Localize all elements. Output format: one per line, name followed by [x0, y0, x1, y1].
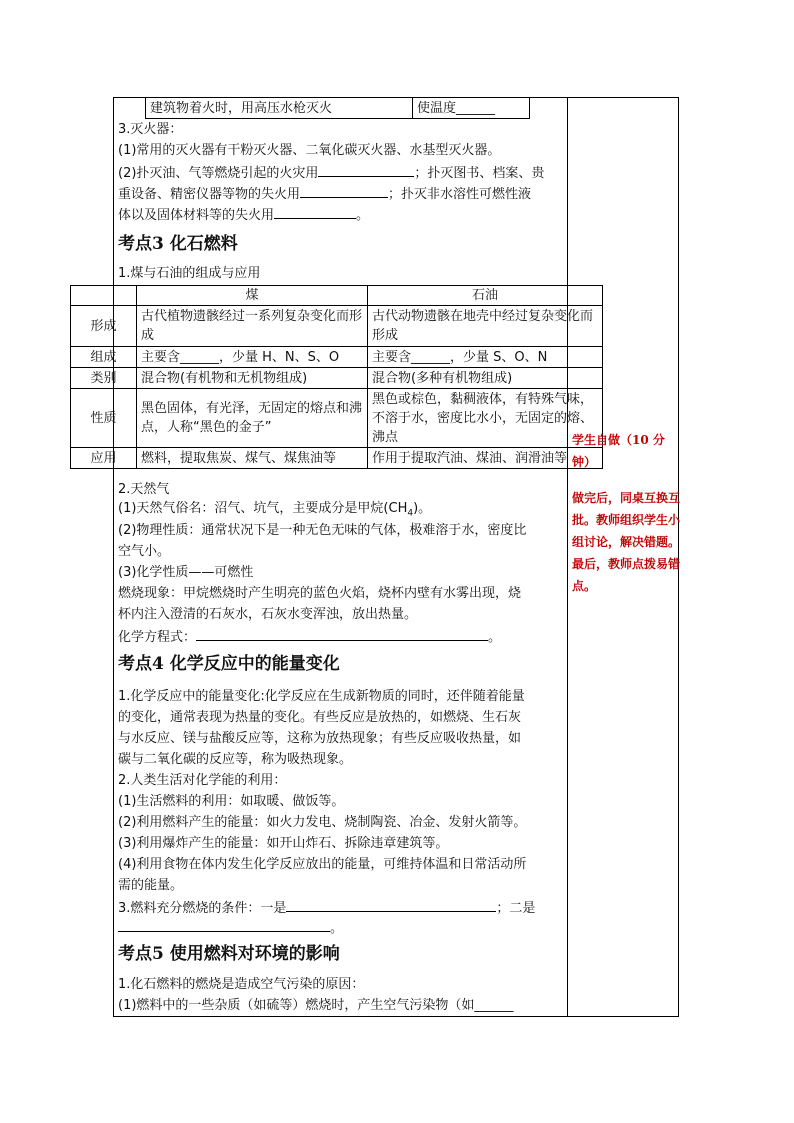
oil-cell: 主要含______，少量 S、O、N	[368, 347, 603, 368]
gas-line-2b: 空气小。	[118, 544, 171, 559]
gas-subscript: 4	[407, 508, 414, 519]
oil-cell: 古代动物遗骸在地壳中经过复杂变化而形成	[368, 306, 603, 347]
table-header-row	[71, 286, 603, 306]
table-header-cell: 煤	[137, 286, 368, 306]
gas-line-1	[118, 499, 431, 524]
row-label: 类别	[71, 368, 137, 389]
conditions-end: 。	[330, 921, 344, 936]
row-label: 形成	[71, 306, 137, 347]
table-row	[71, 368, 603, 389]
pollution-line-2: (1)燃料中的一些杂质（如硫等）燃烧时，产生空气污染物（如______	[118, 998, 514, 1013]
sidebar-title: 学生自做（10 分钟）	[572, 433, 665, 469]
table-header-cell	[71, 286, 137, 306]
extinguisher-line-4-b: 。	[356, 208, 370, 223]
answer-blank[interactable]	[286, 897, 496, 912]
equation-end: 。	[488, 630, 502, 645]
gas-line-1-end: )。	[413, 501, 432, 516]
coal-oil-table	[70, 285, 603, 469]
section-heading-kp3: 考点3 化石燃料	[118, 234, 238, 254]
conditions-second: ；二是	[496, 901, 536, 916]
row-label: 性质	[71, 389, 137, 448]
extinguisher-line-1: (1)常用的灭火器有干粉灭火器、二氧化碳灭火器、水基型灭火器。	[118, 143, 501, 158]
gas-line-3: (3)化学性质——可燃性	[118, 565, 254, 580]
gas-equation-line	[118, 626, 501, 648]
energy-line-9a: (4)利用食物在体内发生化学反应放出的能量，可维持体温和日常活动所	[118, 857, 527, 872]
table-row	[71, 347, 603, 368]
oil-cell: 混合物(多种有机物组成)	[368, 368, 603, 389]
column-divider	[567, 97, 568, 1017]
coal-cell: 主要含______，少量 H、N、S、O	[137, 347, 368, 368]
extinguisher-line-3-b: ；扑灭非水溶性可燃性液	[388, 187, 532, 202]
energy-line-1: 1.化学反应中的能量变化:化学反应在生成新物质的同时，还伴随着能量	[118, 689, 525, 704]
coal-oil-subtitle: 1.煤与石油的组成与应用	[118, 266, 261, 281]
energy-line-8: (3)利用爆炸产生的能量：如开山炸石、拆除违章建筑等。	[118, 836, 449, 851]
gas-line-1-text: (1)天然气俗名：沼气、坑气，主要成分是甲烷(CH	[118, 501, 408, 516]
gas-line-4b: 杯内注入澄清的石灰水，石灰水变浑浊，放出热量。	[118, 607, 418, 622]
coal-cell: 黑色固体，有光泽，无固定的熔点和沸点，人称“黑色的金子”	[137, 389, 368, 448]
coal-cell: 燃料，提取焦炭、煤气、煤焦油等	[137, 448, 368, 469]
gas-title: 2.天然气	[118, 482, 170, 497]
answer-blank[interactable]	[274, 204, 356, 219]
gas-line-2a: (2)物理性质：通常状况下是一种无色无味的气体，极难溶于水，密度比	[118, 523, 527, 538]
answer-blank[interactable]	[300, 183, 388, 198]
table-row	[71, 306, 603, 347]
equation-blank[interactable]	[196, 626, 488, 641]
energy-line-4: 碳与二氧化碳的反应等，称为吸热现象。	[118, 752, 353, 767]
principle-cell: 使温度______	[413, 98, 530, 119]
combustion-conditions-line	[118, 897, 535, 919]
oil-cell: 作用于提取汽油、煤油、润滑油等	[368, 448, 603, 469]
method-cell: 建筑物着火时，用高压水枪灭火	[146, 98, 413, 119]
answer-blank[interactable]	[118, 917, 330, 932]
extinguisher-line-2	[118, 162, 544, 184]
coal-cell: 混合物(有机物和无机物组成)	[137, 368, 368, 389]
oil-cell: 黑色或棕色，黏稠液体，有特殊气味，不溶于水，密度比水小，无固定的熔、沸点	[368, 389, 603, 448]
equation-label: 化学方程式：	[118, 630, 197, 645]
energy-line-6: (1)生活燃料的利用：如取暖、做饭等。	[118, 794, 345, 809]
extinguisher-line-3	[118, 183, 531, 205]
extinguisher-line-2-b: ；扑灭图书、档案、贵	[414, 166, 545, 181]
energy-line-7: (2)利用燃料产生的能量：如火力发电、烧制陶瓷、冶金、发射火箭等。	[118, 815, 527, 830]
gas-line-4a: 燃烧现象：甲烷燃烧时产生明亮的蓝色火焰，烧杯内壁有水雾出现，烧	[118, 586, 522, 601]
answer-blank[interactable]	[318, 162, 414, 177]
sidebar-instructions: 做完后，同桌互换互批。教师组织学生小组讨论，解决错题。最后，教师点拨易错点。	[572, 491, 681, 593]
row-label: 应用	[71, 448, 137, 469]
energy-line-3: 与水反应、镁与盐酸反应等，这称为放热现象；有些反应吸收热量，如	[118, 731, 522, 746]
table-row	[71, 448, 603, 469]
extinguisher-title: 3.灭火器：	[118, 122, 183, 137]
extinguisher-line-4	[118, 204, 369, 226]
energy-line-2: 的变化，通常表现为热量的变化。有些反应是放热的，如燃烧、生石灰	[118, 710, 522, 725]
coal-cell: 古代植物遗骸经过一系列复杂变化而形成	[137, 306, 368, 347]
combustion-conditions-line-2	[118, 917, 343, 939]
energy-line-9b: 需的能量。	[118, 878, 184, 893]
table-header-cell: 石油	[368, 286, 603, 306]
extinguisher-line-3-a: 重设备、精密仪器等物的失火用	[118, 187, 301, 202]
extinguish-table-tail	[145, 97, 530, 119]
section-heading-kp4: 考点4 化学反应中的能量变化	[118, 654, 340, 674]
row-label: 组成	[71, 347, 137, 368]
pollution-line-1: 1.化石燃料的燃烧是造成空气污染的原因：	[118, 977, 365, 992]
extinguisher-line-2-a: (2)扑灭油、气等燃烧引起的火灾用	[118, 166, 319, 181]
energy-line-5: 2.人类生活对化学能的利用：	[118, 773, 287, 788]
extinguisher-line-4-a: 体以及固体材料等的失火用	[118, 208, 275, 223]
section-heading-kp5: 考点5 使用燃料对环境的影响	[118, 944, 340, 964]
conditions-label: 3.燃料充分燃烧的条件：一是	[118, 901, 287, 916]
table-row	[71, 389, 603, 448]
